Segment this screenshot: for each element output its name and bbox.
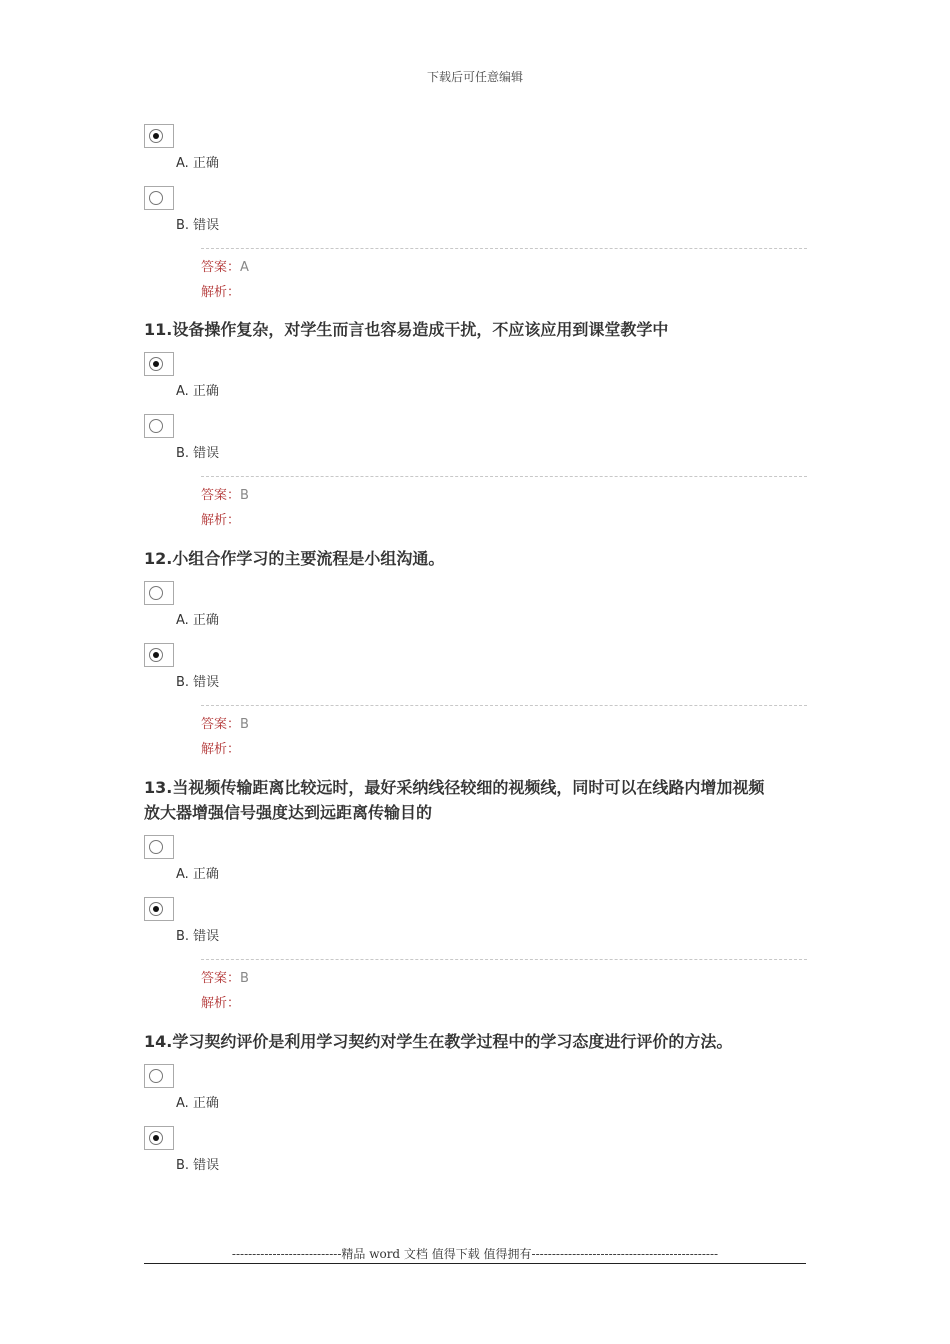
footer-rule — [144, 1263, 806, 1264]
option-b — [144, 1126, 808, 1188]
answer-label: 答案： — [201, 971, 241, 986]
question-title — [144, 317, 808, 342]
question-number: 14. — [144, 1032, 173, 1051]
question-14 — [144, 1029, 808, 1188]
answer-label: 答案： — [201, 717, 241, 732]
radio-box[interactable] — [144, 124, 174, 148]
answer-label: 答案： — [201, 488, 241, 503]
radio-box[interactable] — [144, 352, 174, 376]
option-label: A. 正确 — [176, 613, 219, 628]
option-label: B. 错误 — [176, 218, 220, 233]
option-a — [144, 124, 808, 186]
option-a — [144, 352, 808, 414]
option-a — [144, 835, 808, 897]
question-number: 11. — [144, 320, 173, 339]
radio-box[interactable] — [144, 643, 174, 667]
option-b — [144, 897, 808, 959]
analysis-label: 解析： — [201, 742, 241, 757]
radio-selected-icon[interactable] — [149, 129, 163, 143]
radio-box[interactable] — [144, 414, 174, 438]
option-a — [144, 1064, 808, 1126]
answer-block — [201, 705, 807, 762]
radio-box[interactable] — [144, 186, 174, 210]
analysis-label: 解析： — [201, 285, 241, 300]
radio-box[interactable] — [144, 835, 174, 859]
question-12 — [144, 546, 808, 762]
answer-value: B — [240, 488, 249, 503]
question-title — [144, 546, 808, 571]
answer-value: B — [240, 971, 249, 986]
option-label: B. 错误 — [176, 1158, 220, 1173]
page-header: 下载后可任意编辑 — [426, 70, 523, 84]
question-text: 小组合作学习的主要流程是小组沟通。 — [172, 549, 445, 568]
answer-label: 答案： — [201, 260, 241, 275]
option-label: A. 正确 — [176, 1096, 219, 1111]
radio-box[interactable] — [144, 1064, 174, 1088]
answer-block — [201, 476, 807, 533]
radio-unselected-icon[interactable] — [149, 191, 163, 205]
question-text-line2: 放大器增强信号强度达到远距离传输目的 — [144, 803, 433, 822]
option-label: B. 错误 — [176, 446, 220, 461]
question-11 — [144, 317, 808, 533]
option-a — [144, 581, 808, 643]
answer-value: A — [240, 260, 249, 275]
question-number: 12. — [144, 549, 173, 568]
radio-box[interactable] — [144, 897, 174, 921]
radio-selected-icon[interactable] — [149, 1131, 163, 1145]
radio-selected-icon[interactable] — [149, 902, 163, 916]
question-13 — [144, 775, 808, 1016]
question-10 — [144, 124, 808, 305]
analysis-label: 解析： — [201, 996, 241, 1011]
answer-block — [201, 248, 807, 305]
radio-selected-icon[interactable] — [149, 648, 163, 662]
option-b — [144, 414, 808, 476]
analysis-label: 解析： — [201, 513, 241, 528]
question-text: 设备操作复杂，对学生而言也容易造成干扰，不应该应用到课堂教学中 — [172, 320, 669, 339]
answer-value: B — [240, 717, 249, 732]
option-label: A. 正确 — [176, 156, 219, 171]
radio-unselected-icon[interactable] — [149, 419, 163, 433]
question-title — [144, 775, 808, 825]
question-number: 13. — [144, 778, 173, 797]
question-text-line1: 当视频传输距离比较远时，最好采纳线径较细的视频线，同时可以在线路内增加视频 — [172, 778, 765, 797]
option-label: A. 正确 — [176, 867, 219, 882]
option-label: B. 错误 — [176, 929, 220, 944]
question-title — [144, 1029, 808, 1054]
option-b — [144, 186, 808, 248]
radio-unselected-icon[interactable] — [149, 586, 163, 600]
radio-box[interactable] — [144, 581, 174, 605]
option-label: B. 错误 — [176, 675, 220, 690]
page-footer: ---------------------------精品 word 文档 值得下载 值得拥有---------------------------------------------- — [231, 1247, 719, 1261]
option-b — [144, 643, 808, 705]
answer-block — [201, 959, 807, 1016]
question-text: 学习契约评价是利用学习契约对学生在教学过程中的学习态度进行评价的方法。 — [172, 1032, 733, 1051]
radio-unselected-icon[interactable] — [149, 840, 163, 854]
option-label: A. 正确 — [176, 384, 219, 399]
radio-selected-icon[interactable] — [149, 357, 163, 371]
radio-box[interactable] — [144, 1126, 174, 1150]
radio-unselected-icon[interactable] — [149, 1069, 163, 1083]
